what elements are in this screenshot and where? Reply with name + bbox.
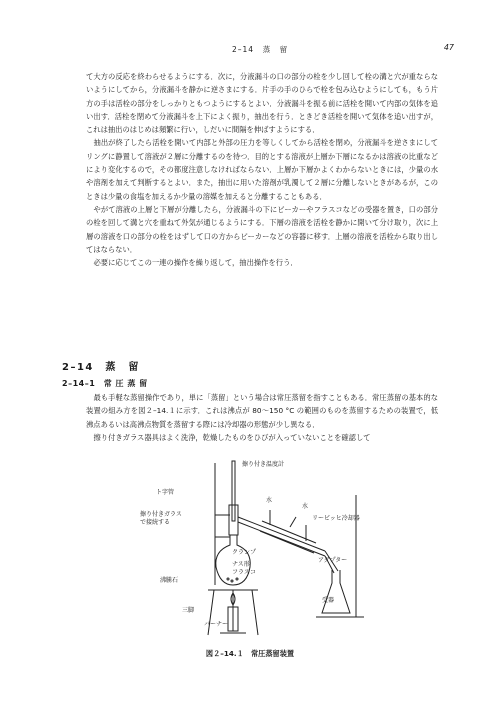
label-liebig: リービッヒ冷却器 (312, 515, 360, 522)
body-text-lower (86, 391, 438, 444)
paragraph: て大方の反応を終わらせるようにする．次に，分液漏斗の口の部分の栓を少し回して栓の溝と穴が重ならないようにしてから，分液漏斗を静かに逆さまにする．片手の手のひらで栓を包み込むようにしても，もう片方の手は活栓の部分をしっかりともつようにするとよい．分液漏斗を振る前に活栓を開いて内部の気体を追い出す．活栓を閉めて分液漏斗を上下によく振り，抽出を行う．ときどき活栓を開いて気体を追い出すが，これは抽出のはじめは頻繁に行い，しだいに間隔を伸ばすようにする． (86, 72, 438, 135)
boiling-stone (236, 578, 238, 580)
label-flask-2: フラスコ (232, 569, 256, 576)
clamp-arm-3 (290, 517, 296, 527)
label-adapter: アダプター (318, 557, 348, 564)
label-flask-1: ナス形 (232, 561, 250, 568)
boiling-stone (227, 578, 229, 580)
t-tube (229, 505, 238, 535)
subsection-heading: 2–14–1 常 圧 蒸 留 (62, 379, 148, 388)
paragraph: やがて溶液の上層と下層が分離したら，分液漏斗の下にビーカーやフラスコなどの受器を置き，口の部分の栓を回して溝と穴を重ねて外気が通じるようにする．下層の溶液を活栓を静かに開いて分け取り，次に上層の溶液を口の部分の栓をはずして口の方からビーカーなどの容器に移す．上層の溶液を活栓から取り出してはならない． (86, 204, 438, 254)
boiling-stone (231, 580, 233, 582)
label-joint-2: で接続する (140, 519, 171, 526)
label-tripod: 三脚 (182, 607, 195, 614)
label-t-tube: ト字管 (156, 489, 175, 496)
label-thermometer: 擦り付き温度計 (242, 461, 285, 468)
tripod-leg (208, 590, 214, 635)
receiver-flask (322, 570, 350, 613)
paragraph: 最も手軽な蒸留操作であり，単に「蒸留」という場合は常圧蒸留を指すこともある．常圧蒸留の基本的な装置の組み方を図２–14.１に示す．これは沸点が 80～150 °C の範囲のものを蒸留するための装置で，低沸点あるいは高沸点物質を蒸留する際には冷却器の形態が少し異なる． (86, 393, 438, 429)
paragraph: 必要に応じてこの一連の操作を繰り返して，抽出操作を行う． (93, 258, 298, 268)
section-heading: 2–14 蒸 留 (62, 362, 140, 373)
label-clamp: クランプ (232, 549, 257, 556)
condenser-inner-top (238, 517, 325, 551)
thermometer (232, 461, 235, 521)
figure-caption: 図２–14.１ 常圧蒸留装置 (205, 649, 295, 658)
distillation-apparatus-figure (120, 455, 380, 645)
label-joint-1: 擦り付きガラス (140, 511, 182, 518)
body-text-upper (86, 70, 438, 269)
running-head: 2–14 蒸 留 (232, 45, 289, 54)
label-water-1: 水 (266, 497, 273, 504)
paragraph: 抽出が終了したら活栓を開いて内部と外部の圧力を等しくしてから活栓を閉め，分液漏斗を逆さまにしてリングに静置して溶液が２層に分離するのを待つ．目的とする溶液が上層か下層になるかは溶液の比重などにより変化するので，その都度注意しなければならない．上層か下層かよくわからないときには，少量の水や溶剤を加えて判断するとよい．また，抽出に用いた溶剤が乳濁して２層に分離しないときがあるが，このときは少量の食塩を加えるか少量の溶媒を加えると分離することもある． (86, 138, 438, 201)
label-burner: バーナー (204, 621, 229, 628)
label-water-2: 水 (302, 503, 309, 510)
label-boiling-stone: 沸騰石 (160, 577, 179, 584)
page-number: 47 (443, 43, 454, 52)
label-receiver: 受器 (322, 597, 335, 604)
tripod-leg (252, 590, 258, 635)
paragraph: 擦り付きガラス器具はよく洗浄，乾燥したものをひびが入っていないことを確認して (93, 432, 371, 442)
